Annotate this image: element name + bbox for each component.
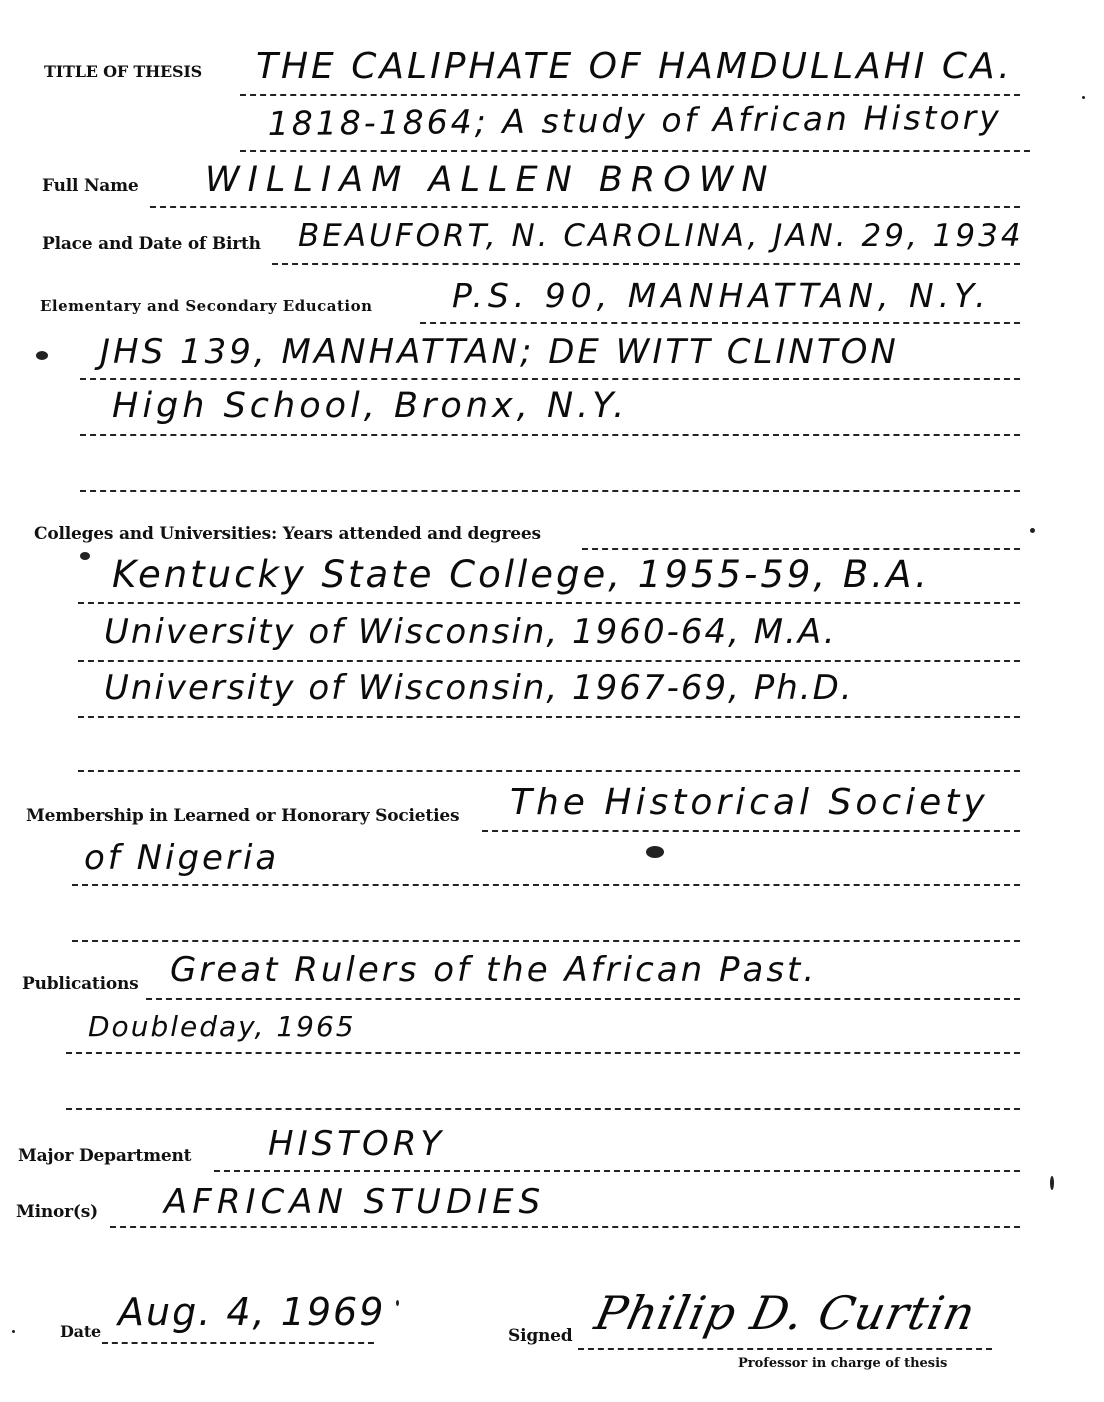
professor-caption: Professor in charge of thesis xyxy=(738,1356,948,1371)
scan-speck xyxy=(646,846,664,858)
membership-value-line-1: The Historical Society xyxy=(510,782,989,823)
major-value: HISTORY xyxy=(268,1124,446,1164)
colleges-line-3 xyxy=(78,716,1020,718)
scan-speck xyxy=(1050,1176,1054,1190)
professor-signature: Philip D. Curtin xyxy=(590,1286,981,1340)
minor-value: AFRICAN STUDIES xyxy=(164,1182,546,1222)
education-label: Elementary and Secondary Education xyxy=(40,297,373,315)
membership-value-line-2: of Nigeria xyxy=(84,838,280,878)
publications-line-2 xyxy=(66,1052,1020,1054)
major-line xyxy=(214,1170,1020,1172)
title-of-thesis-label: TITLE OF THESIS xyxy=(44,62,202,81)
date-label: Date xyxy=(60,1322,102,1341)
membership-label: Membership in Learned or Honorary Societies xyxy=(26,806,460,826)
birth-line xyxy=(272,263,1020,265)
full-name-label: Full Name xyxy=(42,176,139,196)
scan-speck xyxy=(36,351,48,360)
publications-line-1 xyxy=(146,998,1020,1000)
signed-label: Signed xyxy=(508,1326,573,1346)
education-value-line-3: High School, Bronx, N.Y. xyxy=(112,386,629,426)
thesis-title-line-1: THE CALIPHATE OF HAMDULLAHI CA. xyxy=(256,46,1013,87)
major-label: Major Department xyxy=(18,1146,192,1166)
education-value-line-1: P.S. 90, MANHATTAN, N.Y. xyxy=(452,276,991,315)
scan-speck xyxy=(12,1330,15,1333)
education-line-1 xyxy=(420,322,1020,324)
signature-line xyxy=(578,1348,992,1350)
membership-line-2 xyxy=(72,884,1020,886)
date-value: Aug. 4, 1969 xyxy=(118,1290,386,1334)
colleges-label: Colleges and Universities: Years attended and degrees xyxy=(34,524,541,544)
minor-line xyxy=(110,1226,1020,1228)
colleges-line-2 xyxy=(78,660,1020,662)
title-line-1 xyxy=(240,94,1020,96)
full-name-value: WILLIAM ALLEN BROWN xyxy=(205,160,776,200)
education-value-line-2: JHS 139, MANHATTAN; DE WITT CLINTON xyxy=(100,332,899,372)
date-line xyxy=(102,1342,374,1344)
education-line-3 xyxy=(80,434,1020,436)
education-line-2 xyxy=(80,378,1020,380)
thesis-title-line-2: 1818-1864; A study of African History xyxy=(267,97,1002,143)
scan-speck xyxy=(396,1300,399,1306)
scan-speck xyxy=(80,552,90,560)
scan-speck xyxy=(1030,528,1035,533)
publications-value-line-1: Great Rulers of the African Past. xyxy=(170,950,818,990)
birth-value: BEAUFORT, N. CAROLINA, JAN. 29, 1934 xyxy=(298,218,1024,254)
publications-value-line-2: Doubleday, 1965 xyxy=(88,1010,356,1043)
colleges-value-line-3: University of Wisconsin, 1967-69, Ph.D. xyxy=(104,668,854,708)
education-line-4 xyxy=(80,490,1020,492)
full-name-line xyxy=(150,206,1020,208)
colleges-line-1 xyxy=(78,602,1020,604)
minor-label: Minor(s) xyxy=(16,1202,98,1222)
colleges-value-line-1: Kentucky State College, 1955-59, B.A. xyxy=(112,553,930,596)
colleges-value-line-2: University of Wisconsin, 1960-64, M.A. xyxy=(104,612,837,652)
scan-speck xyxy=(1082,96,1085,99)
membership-line-1 xyxy=(482,830,1020,832)
publications-line-3 xyxy=(66,1108,1020,1110)
birth-label: Place and Date of Birth xyxy=(42,234,261,254)
publications-label: Publications xyxy=(22,974,139,994)
membership-line-3 xyxy=(72,940,1020,942)
colleges-line-4 xyxy=(78,770,1020,772)
title-line-2 xyxy=(240,150,1030,152)
colleges-line-0 xyxy=(582,548,1020,550)
